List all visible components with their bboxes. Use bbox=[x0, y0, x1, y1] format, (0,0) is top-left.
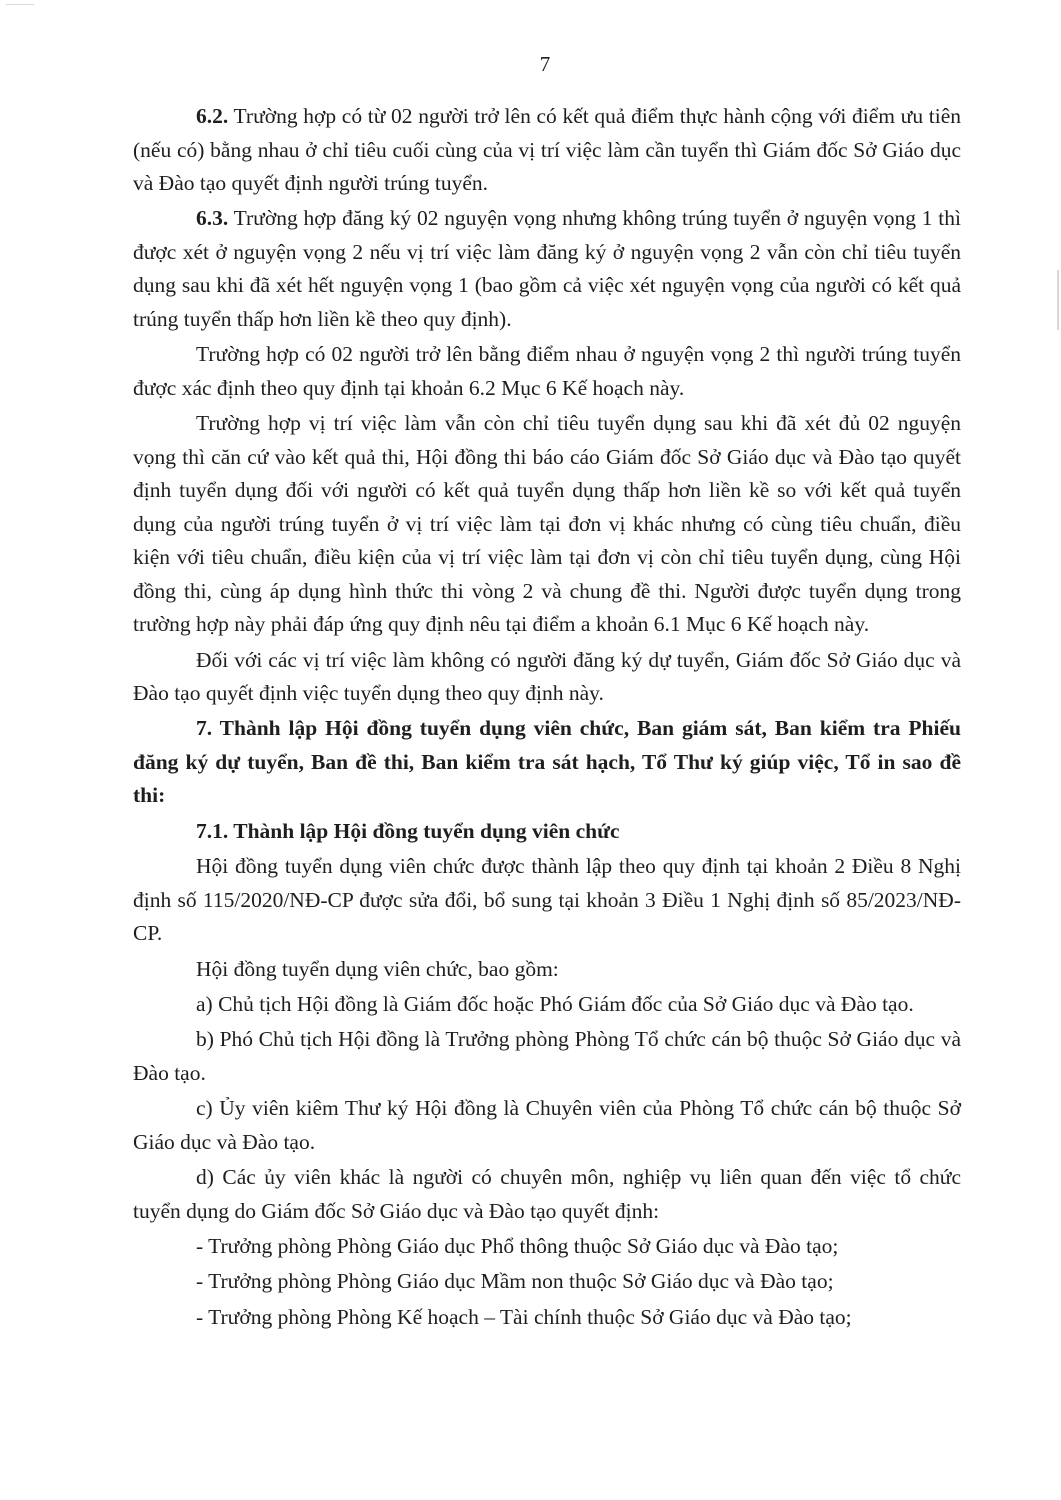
bullet-item: - Trưởng phòng Phòng Giáo dục Phổ thông thuộc Sở Giáo dục và Đào tạo; bbox=[196, 1234, 839, 1259]
section-heading-7-1: 7.1. Thành lập Hội đồng tuyển dụng viên chức bbox=[196, 818, 620, 843]
document-body bbox=[133, 100, 961, 1336]
paragraph-text: Trường hợp có từ 02 người trở lên có kết quả điểm thực hành cộng với điểm ưu tiên (nếu có) bằng nhau ở chỉ tiêu cuối cùng của vị trí việc làm cần tuyển thì Giám đốc Sở Giáo dục và Đào tạo quyết định người trúng tuyển. bbox=[133, 104, 961, 195]
paragraph-lead: 6.2. bbox=[196, 104, 229, 128]
section-heading-7: 7. Thành lập Hội đồng tuyển dụng viên chức, Ban giám sát, Ban kiểm tra Phiếu đăng ký dự tuyển, Ban đề thi, Ban kiểm tra sát hạch, Tổ Thư ký giúp việc, Tổ in sao đề thi: bbox=[133, 716, 961, 808]
list-item-a: a) Chủ tịch Hội đồng là Giám đốc hoặc Phó Giám đốc của Sở Giáo dục và Đào tạo. bbox=[196, 992, 914, 1017]
page-number: 7 bbox=[539, 52, 551, 76]
list-item-c: c) Ủy viên kiêm Thư ký Hội đồng là Chuyên viên của Phòng Tổ chức cán bộ thuộc Sở Giáo dục và Đào tạo. bbox=[133, 1096, 961, 1154]
list-item-d: d) Các ủy viên khác là người có chuyên môn, nghiệp vụ liên quan đến việc tổ chức tuyển dụng do Giám đốc Sở Giáo dục và Đào tạo quyết định: bbox=[133, 1165, 961, 1223]
bullet-item: - Trưởng phòng Phòng Giáo dục Mầm non thuộc Sở Giáo dục và Đào tạo; bbox=[196, 1269, 834, 1294]
paragraph: Trường hợp có 02 người trở lên bằng điểm nhau ở nguyện vọng 2 thì người trúng tuyển được xác định theo quy định tại khoản 6.2 Mục 6 Kế hoạch này. bbox=[133, 342, 961, 400]
paragraph-6-2 bbox=[133, 100, 961, 201]
paragraph-6-3 bbox=[133, 202, 961, 336]
scan-edge-mark bbox=[6, 4, 34, 5]
paragraph: Trường hợp vị trí việc làm vẫn còn chỉ tiêu tuyển dụng sau khi đã xét đủ 02 nguyện vọng thì căn cứ vào kết quả thi, Hội đồng thi báo cáo Giám đốc Sở Giáo dục và Đào tạo quyết định tuyển dụng đối với người có kết quả tuyển dụng thấp hơn liền kề so với kết quả tuyển dụng của người trúng tuyển ở vị trí việc làm tại đơn vị khác nhưng có cùng tiêu chuẩn, điều kiện với tiêu chuẩn, điều kiện của vị trí việc làm tại đơn vị còn chỉ tiêu tuyển dụng, cùng Hội đồng thi, cùng áp dụng hình thức thi vòng 2 và chung đề thi. Người được tuyển dụng trong trường hợp này phải đáp ứng quy định nêu tại điểm a khoản 6.1 Mục 6 Kế hoạch này. bbox=[133, 411, 961, 637]
paragraph: Hội đồng tuyển dụng viên chức được thành lập theo quy định tại khoản 2 Điều 8 Nghị định số 115/2020/NĐ-CP được sửa đổi, bổ sung tại khoản 3 Điều 1 Nghị định số 85/2023/NĐ-CP. bbox=[133, 854, 961, 946]
paragraph-text: Trường hợp đăng ký 02 nguyện vọng nhưng không trúng tuyển ở nguyện vọng 1 thì được xét ở nguyện vọng 2 nếu vị trí việc làm đăng ký ở nguyện vọng 2 vẫn còn chỉ tiêu tuyển dụng sau khi đã xét hết nguyện vọng 1 (bao gồm cả việc xét nguyện vọng của người có kết quả trúng tuyển thấp hơn liền kề theo quy định). bbox=[133, 206, 961, 331]
paragraph: Hội đồng tuyển dụng viên chức, bao gồm: bbox=[196, 956, 559, 981]
paragraph-lead: 6.3. bbox=[196, 206, 229, 231]
paragraph: Đối với các vị trí việc làm không có người đăng ký dự tuyển, Giám đốc Sở Giáo dục và Đào tạo quyết định việc tuyển dụng theo quy định này. bbox=[133, 647, 961, 706]
scan-edge-mark bbox=[1057, 270, 1059, 330]
bullet-item: - Trưởng phòng Phòng Kế hoạch – Tài chính thuộc Sở Giáo dục và Đào tạo; bbox=[196, 1304, 852, 1329]
list-item-b: b) Phó Chủ tịch Hội đồng là Trưởng phòng Phòng Tổ chức cán bộ thuộc Sở Giáo dục và Đào tạo. bbox=[133, 1027, 961, 1085]
